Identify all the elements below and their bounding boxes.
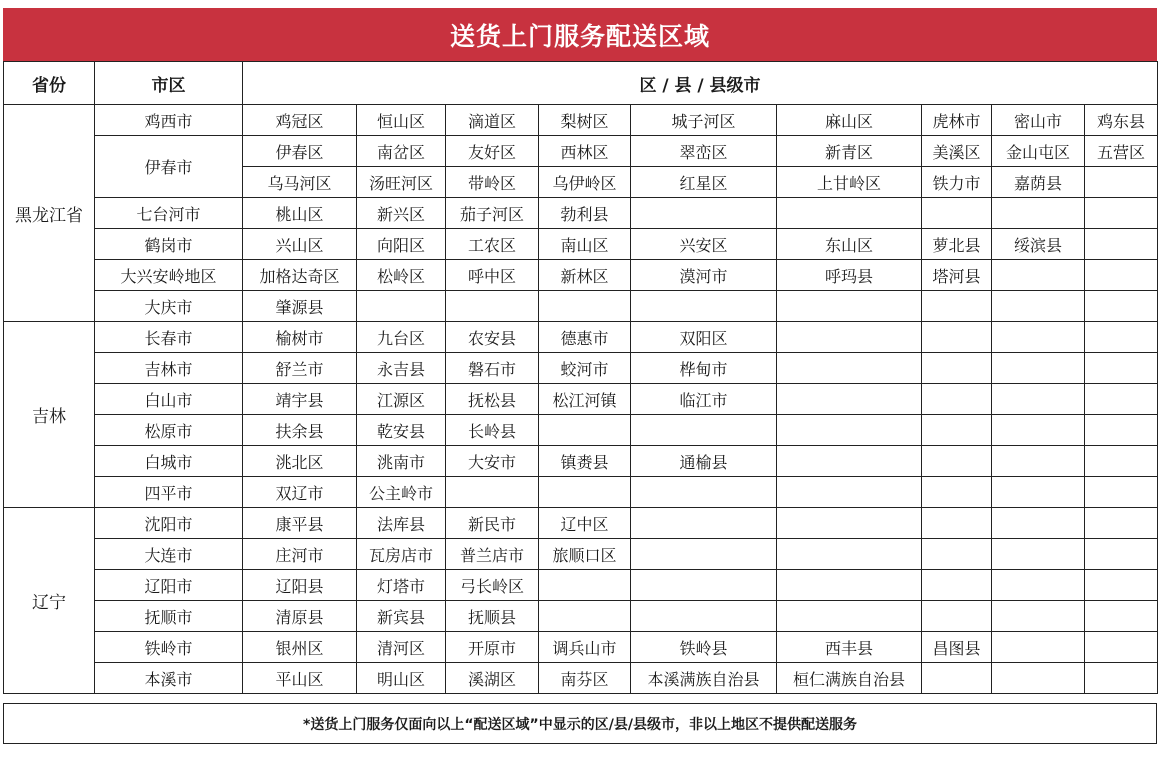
province-cell: 黑龙江省	[4, 105, 95, 322]
city-cell: 抚顺市	[95, 601, 243, 632]
district-cell	[1085, 291, 1158, 322]
district-cell: 虎林市	[922, 105, 992, 136]
district-cell	[922, 477, 992, 508]
district-cell: 靖宇县	[243, 384, 357, 415]
district-cell: 友好区	[446, 136, 539, 167]
district-cell	[922, 384, 992, 415]
table-row	[4, 477, 1158, 508]
district-cell: 萝北县	[922, 229, 992, 260]
district-cell	[1085, 446, 1158, 477]
district-cell: 江源区	[357, 384, 446, 415]
city-cell: 松原市	[95, 415, 243, 446]
district-cell: 双辽市	[243, 477, 357, 508]
city-cell: 白城市	[95, 446, 243, 477]
district-cell: 伊春区	[243, 136, 357, 167]
table-row	[4, 539, 1158, 570]
districts-header: 区 / 县 / 县级市	[243, 62, 1158, 105]
table-row	[4, 446, 1158, 477]
district-cell: 昌图县	[922, 632, 992, 663]
table-row	[4, 384, 1158, 415]
district-cell: 汤旺河区	[357, 167, 446, 198]
city-header: 市区	[95, 62, 243, 105]
district-cell	[777, 322, 922, 353]
province-cell: 吉林	[4, 322, 95, 508]
district-cell	[992, 260, 1085, 291]
table-row	[4, 260, 1158, 291]
district-cell	[446, 477, 539, 508]
district-cell	[1085, 260, 1158, 291]
district-cell: 麻山区	[777, 105, 922, 136]
district-cell: 带岭区	[446, 167, 539, 198]
district-cell	[777, 539, 922, 570]
city-cell: 大兴安岭地区	[95, 260, 243, 291]
district-cell: 德惠市	[539, 322, 631, 353]
district-cell	[1085, 632, 1158, 663]
district-cell	[1085, 663, 1158, 694]
table-row	[4, 632, 1158, 663]
district-cell	[631, 539, 777, 570]
district-cell: 塔河县	[922, 260, 992, 291]
district-cell	[922, 663, 992, 694]
district-cell: 瓦房店市	[357, 539, 446, 570]
district-cell	[992, 663, 1085, 694]
district-cell: 洮南市	[357, 446, 446, 477]
district-cell: 城子河区	[631, 105, 777, 136]
district-cell: 桓仁满族自治县	[777, 663, 922, 694]
district-cell: 镇赉县	[539, 446, 631, 477]
district-cell	[357, 291, 446, 322]
district-cell: 工农区	[446, 229, 539, 260]
district-cell	[631, 508, 777, 539]
district-cell: 新宾县	[357, 601, 446, 632]
district-cell: 开原市	[446, 632, 539, 663]
district-cell	[922, 198, 992, 229]
district-cell	[539, 291, 631, 322]
district-cell	[777, 353, 922, 384]
district-cell	[992, 198, 1085, 229]
district-cell	[539, 570, 631, 601]
city-cell: 本溪市	[95, 663, 243, 694]
district-cell	[631, 570, 777, 601]
district-cell	[1085, 539, 1158, 570]
district-cell: 乌马河区	[243, 167, 357, 198]
district-cell: 兴山区	[243, 229, 357, 260]
district-cell: 乾安县	[357, 415, 446, 446]
district-cell: 新青区	[777, 136, 922, 167]
district-cell: 密山市	[992, 105, 1085, 136]
district-cell: 铁岭县	[631, 632, 777, 663]
district-cell: 呼玛县	[777, 260, 922, 291]
district-cell	[922, 415, 992, 446]
district-cell: 松岭区	[357, 260, 446, 291]
district-cell: 磐石市	[446, 353, 539, 384]
district-cell: 法库县	[357, 508, 446, 539]
district-cell	[992, 632, 1085, 663]
district-cell: 勃利县	[539, 198, 631, 229]
district-cell	[631, 291, 777, 322]
district-cell: 抚顺县	[446, 601, 539, 632]
table-body	[4, 105, 1158, 694]
district-cell	[777, 508, 922, 539]
district-cell	[777, 291, 922, 322]
district-cell	[1085, 415, 1158, 446]
district-cell: 永吉县	[357, 353, 446, 384]
district-cell: 南岔区	[357, 136, 446, 167]
district-cell	[1085, 198, 1158, 229]
district-cell: 蛟河市	[539, 353, 631, 384]
district-cell: 西丰县	[777, 632, 922, 663]
district-cell: 大安市	[446, 446, 539, 477]
province-header: 省份	[4, 62, 95, 105]
district-cell	[539, 415, 631, 446]
district-cell: 长岭县	[446, 415, 539, 446]
district-cell: 农安县	[446, 322, 539, 353]
district-cell	[992, 508, 1085, 539]
district-cell: 美溪区	[922, 136, 992, 167]
table-row	[4, 322, 1158, 353]
district-cell	[1085, 167, 1158, 198]
district-cell: 西林区	[539, 136, 631, 167]
district-cell	[777, 198, 922, 229]
district-cell: 乌伊岭区	[539, 167, 631, 198]
district-cell: 肇源县	[243, 291, 357, 322]
district-cell: 桦甸市	[631, 353, 777, 384]
district-cell: 明山区	[357, 663, 446, 694]
table-row	[4, 229, 1158, 260]
district-cell: 松江河镇	[539, 384, 631, 415]
district-cell: 普兰店市	[446, 539, 539, 570]
district-cell	[631, 198, 777, 229]
district-cell: 新林区	[539, 260, 631, 291]
district-cell: 五营区	[1085, 136, 1158, 167]
footnote: *送货上门服务仅面向以上“配送区域”中显示的区/县/县级市，非以上地区不提供配送服务	[3, 703, 1157, 744]
district-cell	[922, 539, 992, 570]
district-cell: 灯塔市	[357, 570, 446, 601]
district-cell	[631, 477, 777, 508]
district-cell: 公主岭市	[357, 477, 446, 508]
district-cell: 旅顺口区	[539, 539, 631, 570]
district-cell	[777, 601, 922, 632]
district-cell: 通榆县	[631, 446, 777, 477]
district-cell: 新民市	[446, 508, 539, 539]
district-cell: 茄子河区	[446, 198, 539, 229]
district-cell	[777, 415, 922, 446]
district-cell: 新兴区	[357, 198, 446, 229]
table-header-row	[4, 62, 1158, 105]
district-cell: 南芬区	[539, 663, 631, 694]
district-cell: 辽阳县	[243, 570, 357, 601]
district-cell: 洮北区	[243, 446, 357, 477]
district-cell	[1085, 508, 1158, 539]
district-cell	[922, 291, 992, 322]
district-cell	[992, 601, 1085, 632]
table-row	[4, 105, 1158, 136]
district-cell	[922, 353, 992, 384]
district-cell: 铁力市	[922, 167, 992, 198]
district-cell: 绥滨县	[992, 229, 1085, 260]
district-cell: 呼中区	[446, 260, 539, 291]
district-cell	[992, 477, 1085, 508]
district-cell: 九台区	[357, 322, 446, 353]
district-cell	[922, 601, 992, 632]
district-cell	[446, 291, 539, 322]
district-cell	[992, 570, 1085, 601]
district-cell: 兴安区	[631, 229, 777, 260]
district-cell: 梨树区	[539, 105, 631, 136]
page-title: 送货上门服务配送区域	[3, 8, 1157, 61]
table-row	[4, 663, 1158, 694]
city-cell: 铁岭市	[95, 632, 243, 663]
district-cell: 辽中区	[539, 508, 631, 539]
table-row	[4, 353, 1158, 384]
city-cell: 白山市	[95, 384, 243, 415]
district-cell: 本溪满族自治县	[631, 663, 777, 694]
district-cell: 庄河市	[243, 539, 357, 570]
district-cell: 溪湖区	[446, 663, 539, 694]
district-cell	[1085, 570, 1158, 601]
city-cell: 辽阳市	[95, 570, 243, 601]
district-cell	[922, 446, 992, 477]
table-row	[4, 291, 1158, 322]
district-cell	[922, 570, 992, 601]
district-cell	[992, 446, 1085, 477]
district-cell: 鸡冠区	[243, 105, 357, 136]
city-cell: 沈阳市	[95, 508, 243, 539]
district-cell: 嘉荫县	[992, 167, 1085, 198]
district-cell: 南山区	[539, 229, 631, 260]
district-cell	[1085, 353, 1158, 384]
district-cell	[539, 477, 631, 508]
district-cell: 清河区	[357, 632, 446, 663]
city-cell: 吉林市	[95, 353, 243, 384]
city-cell: 四平市	[95, 477, 243, 508]
district-cell	[777, 446, 922, 477]
district-cell: 上甘岭区	[777, 167, 922, 198]
district-cell	[922, 322, 992, 353]
table-row	[4, 508, 1158, 539]
district-cell	[1085, 477, 1158, 508]
table-row	[4, 570, 1158, 601]
city-cell: 七台河市	[95, 198, 243, 229]
district-cell: 抚松县	[446, 384, 539, 415]
city-cell: 鹤岗市	[95, 229, 243, 260]
district-cell: 双阳区	[631, 322, 777, 353]
city-cell: 鸡西市	[95, 105, 243, 136]
district-cell: 舒兰市	[243, 353, 357, 384]
district-cell: 调兵山市	[539, 632, 631, 663]
district-cell: 红星区	[631, 167, 777, 198]
city-cell: 大庆市	[95, 291, 243, 322]
province-cell: 辽宁	[4, 508, 95, 694]
district-cell	[1085, 384, 1158, 415]
district-cell	[992, 415, 1085, 446]
district-cell	[777, 477, 922, 508]
district-cell	[631, 415, 777, 446]
district-cell	[992, 539, 1085, 570]
table-row	[4, 136, 1158, 167]
district-cell: 东山区	[777, 229, 922, 260]
district-cell	[992, 353, 1085, 384]
district-cell	[1085, 601, 1158, 632]
district-cell	[1085, 229, 1158, 260]
district-cell: 向阳区	[357, 229, 446, 260]
table-row	[4, 601, 1158, 632]
district-cell	[631, 601, 777, 632]
district-cell	[539, 601, 631, 632]
district-cell	[992, 291, 1085, 322]
district-cell: 榆树市	[243, 322, 357, 353]
district-cell: 桃山区	[243, 198, 357, 229]
city-cell: 伊春市	[95, 136, 243, 198]
district-cell: 扶余县	[243, 415, 357, 446]
delivery-area-table	[3, 61, 1158, 694]
district-cell: 漠河市	[631, 260, 777, 291]
district-cell: 翠峦区	[631, 136, 777, 167]
district-cell: 清原县	[243, 601, 357, 632]
table-row	[4, 415, 1158, 446]
district-cell: 平山区	[243, 663, 357, 694]
district-cell	[1085, 322, 1158, 353]
table-row	[4, 198, 1158, 229]
district-cell	[922, 508, 992, 539]
district-cell	[992, 384, 1085, 415]
district-cell: 银州区	[243, 632, 357, 663]
district-cell: 弓长岭区	[446, 570, 539, 601]
district-cell	[992, 322, 1085, 353]
district-cell	[777, 384, 922, 415]
district-cell	[777, 570, 922, 601]
district-cell: 鸡东县	[1085, 105, 1158, 136]
district-cell: 加格达奇区	[243, 260, 357, 291]
city-cell: 大连市	[95, 539, 243, 570]
district-cell: 金山屯区	[992, 136, 1085, 167]
city-cell: 长春市	[95, 322, 243, 353]
district-cell: 临江市	[631, 384, 777, 415]
district-cell: 恒山区	[357, 105, 446, 136]
district-cell: 康平县	[243, 508, 357, 539]
district-cell: 滴道区	[446, 105, 539, 136]
